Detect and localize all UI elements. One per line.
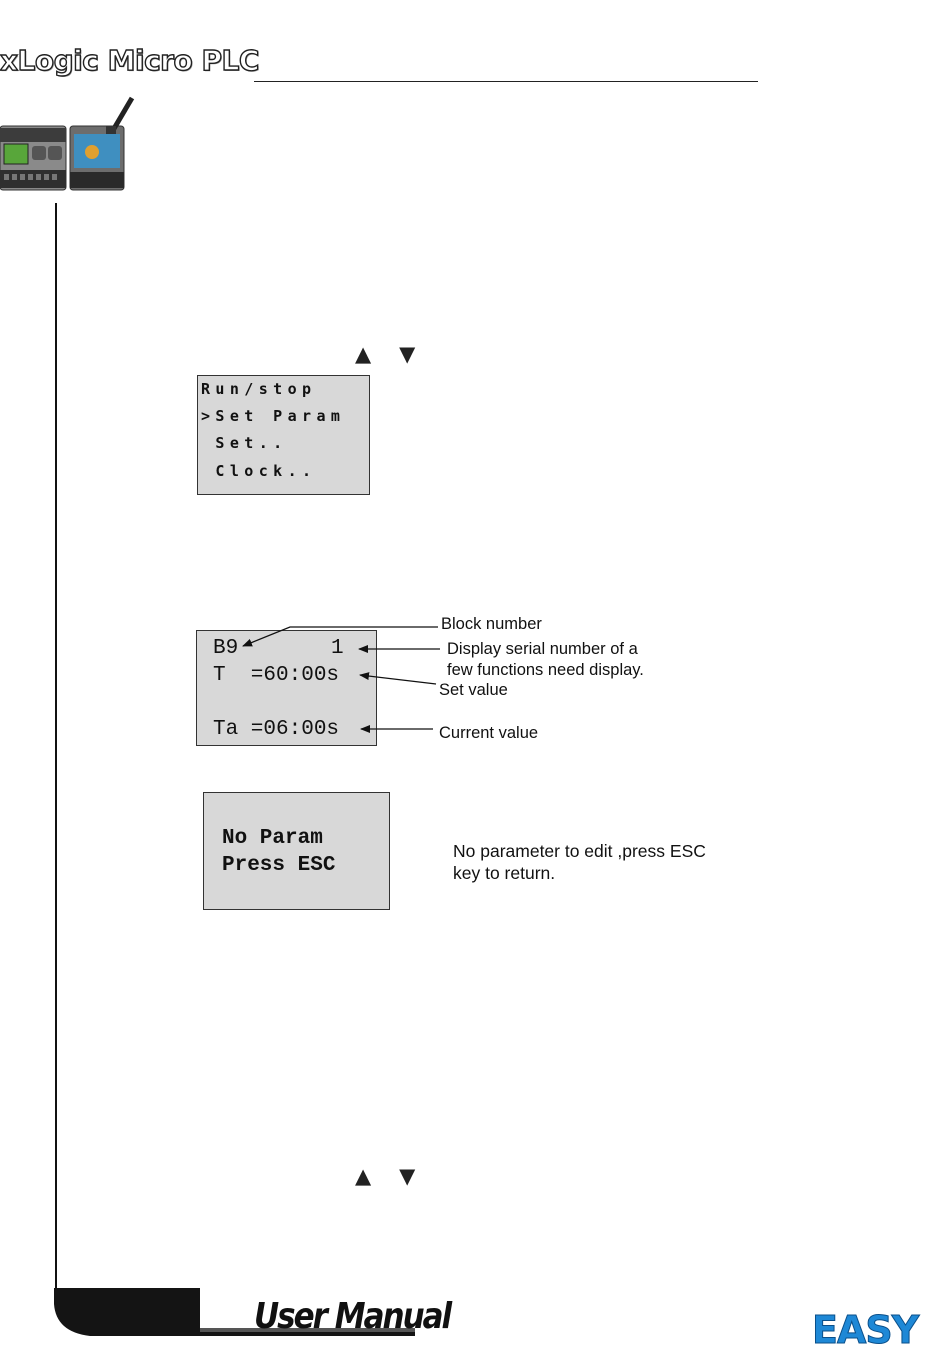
no-param-line: No Param [222,827,323,850]
easy-brand-logo: EASY [812,1308,919,1352]
current-value-annotation: Current value [439,724,539,742]
menu-line: Clock.. [201,462,317,480]
down-arrow-icon: ▼ [399,1164,416,1188]
up-arrow-icon: ▲ [355,342,372,366]
press-esc-line: Press ESC [222,854,336,877]
serial-annotation-line2: few functions need display. [447,661,644,679]
block-number-annotation: Block number [441,615,542,633]
down-arrow-icon: ▼ [399,342,416,366]
menu-line: Set.. [201,434,288,452]
no-param-note-line1: No parameter to edit ,press ESC [453,841,706,861]
set-value-annotation: Set value [439,681,508,699]
serial-number: 1 [331,637,344,660]
arrow-keys-bottom [355,1164,415,1188]
current-value-line: Ta =06:00s [213,718,340,741]
menu-line-selected: >Set Param [201,407,346,425]
header-title: xLogic Micro PLC [0,44,259,77]
user-manual-label: User Manual [254,1296,451,1338]
no-param-lcd-screen [203,792,390,910]
no-param-note-line2: key to return. [453,863,556,883]
up-arrow-icon: ▲ [355,1164,372,1188]
block-number-pointer [243,627,438,646]
menu-line: Run/stop [201,380,317,398]
no-param-note [453,840,706,884]
set-value-pointer [360,675,436,684]
set-value-line: T =60:00s [213,664,340,687]
serial-annotation-line1: Display serial number of a [447,640,638,658]
block-label: B9 [213,637,239,660]
